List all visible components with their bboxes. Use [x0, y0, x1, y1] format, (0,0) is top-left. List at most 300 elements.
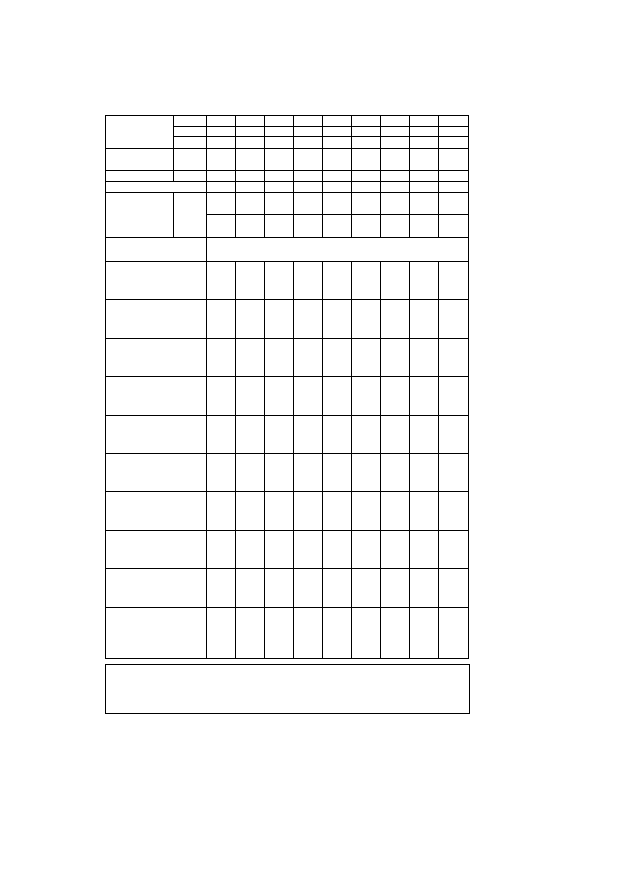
length-max [174, 274, 207, 287]
table-row [106, 238, 469, 250]
length-max [174, 402, 207, 415]
length-grid-cell [439, 453, 469, 491]
d1-max-value [439, 127, 469, 137]
d1-min-value [236, 137, 265, 149]
length-grid-cell [265, 262, 294, 300]
length-max [174, 581, 207, 594]
length-grid-cell [352, 492, 381, 530]
length-max [174, 377, 207, 390]
length-grid-cell [323, 262, 352, 300]
length-nominal [106, 402, 140, 415]
length-grid-cell [410, 453, 439, 491]
length-nominal [106, 633, 140, 646]
length-min [140, 351, 174, 364]
length-nominal [106, 492, 140, 505]
s-value [410, 182, 439, 193]
length-grid-cell [439, 607, 469, 658]
footnote-3 [112, 698, 463, 713]
s-value [236, 182, 265, 193]
length-grid-cell [352, 569, 381, 607]
length-min [140, 620, 174, 633]
length-nominal [106, 441, 140, 454]
length-grid-cell [294, 415, 323, 453]
length-grid-cell [236, 453, 265, 491]
d1-max-value [207, 127, 236, 137]
d1-min-value [207, 137, 236, 149]
length-min [140, 645, 174, 658]
length-grid-cell [265, 338, 294, 376]
a-value [294, 171, 323, 182]
length-grid-cell [294, 569, 323, 607]
a-value [410, 171, 439, 182]
table-row [106, 171, 469, 182]
length-grid-cell [410, 338, 439, 376]
length-grid-cell [439, 300, 469, 338]
length-grid-cell [265, 530, 294, 568]
length-grid-cell [352, 377, 381, 415]
length-grid-cell [439, 377, 469, 415]
length-grid-cell [410, 530, 439, 568]
length-max [174, 645, 207, 658]
d1-max-value [381, 127, 410, 137]
nominal-diameter [439, 116, 469, 127]
length-grid-cell [207, 338, 236, 376]
length-grid-cell [207, 569, 236, 607]
length-min [140, 530, 174, 543]
d1-min-value [265, 137, 294, 149]
length-max [174, 505, 207, 518]
length-max [174, 338, 207, 351]
length-grid-cell [410, 300, 439, 338]
shear-value-2 [439, 215, 469, 238]
length-max [174, 300, 207, 313]
table-row [106, 137, 469, 149]
length-grid-cell [236, 338, 265, 376]
length-grid-cell [381, 338, 410, 376]
d1-min-value [439, 137, 469, 149]
table-row [106, 338, 469, 351]
d2-max-value [207, 149, 236, 171]
length-max [174, 620, 207, 633]
length-nominal [106, 556, 140, 569]
length-max [174, 325, 207, 338]
length-grid-cell [323, 300, 352, 338]
length-grid-cell [410, 262, 439, 300]
length-nominal [106, 364, 140, 377]
length-grid-cell [323, 453, 352, 491]
length-grid-cell [352, 453, 381, 491]
length-grid-cell [410, 492, 439, 530]
section-heading [38, 751, 62, 763]
l-max-label [174, 250, 207, 262]
length-grid-cell [236, 262, 265, 300]
length-grid-cell [294, 530, 323, 568]
length-nominal [106, 594, 140, 607]
s-symbol [106, 182, 207, 193]
length-grid-cell [323, 415, 352, 453]
length-max [174, 556, 207, 569]
length-grid-cell [265, 415, 294, 453]
length-nominal [106, 274, 140, 287]
length-grid-cell [294, 262, 323, 300]
a-value [265, 171, 294, 182]
length-nominal [106, 620, 140, 633]
table-row [106, 193, 469, 215]
d2-max-value [410, 149, 439, 171]
length-nominal [106, 377, 140, 390]
d2-max-label [174, 149, 207, 171]
length-grid-cell [323, 569, 352, 607]
length-grid-cell [265, 569, 294, 607]
a-value [323, 171, 352, 182]
length-grid-cell [439, 569, 469, 607]
length-max [174, 633, 207, 646]
table-row [106, 569, 469, 582]
length-nominal [106, 543, 140, 556]
table-row [106, 116, 469, 127]
length-nominal [106, 287, 140, 300]
d2-max-value [352, 149, 381, 171]
table-footnotes [105, 664, 470, 714]
length-max [174, 351, 207, 364]
note-ref-1 [174, 193, 207, 215]
length-nominal [106, 415, 140, 428]
length-grid-cell [381, 569, 410, 607]
table-row [106, 300, 469, 313]
length-max [174, 479, 207, 492]
length-min [140, 492, 174, 505]
length-grid-cell [323, 338, 352, 376]
d2-max-value [381, 149, 410, 171]
length-grid-cell [323, 492, 352, 530]
length-grid-cell [265, 300, 294, 338]
d1-min-label [174, 137, 207, 149]
table-row [106, 530, 469, 543]
length-min [140, 325, 174, 338]
l-empty [106, 238, 140, 250]
shear-value-2 [323, 215, 352, 238]
length-grid-cell [352, 338, 381, 376]
s-value [381, 182, 410, 193]
length-grid-cell [410, 569, 439, 607]
d1-montage [140, 137, 174, 149]
note-ref-2 [174, 215, 207, 238]
s-value [207, 182, 236, 193]
length-grid-cell [294, 453, 323, 491]
length-max [174, 492, 207, 505]
length-nominal [106, 300, 140, 313]
length-grid-cell [439, 530, 469, 568]
a-value [236, 171, 265, 182]
table-row [106, 607, 469, 620]
length-grid-cell [323, 377, 352, 415]
nom-label [174, 116, 207, 127]
length-grid-cell [236, 569, 265, 607]
d2-max-value [294, 149, 323, 171]
length-grid-cell [410, 377, 439, 415]
a-value [439, 171, 469, 182]
length-nominal [106, 505, 140, 518]
shear-value-2 [294, 215, 323, 238]
shear-value-1 [381, 193, 410, 215]
length-min [140, 453, 174, 466]
shear-value-2 [265, 215, 294, 238]
length-max [174, 364, 207, 377]
s-value [439, 182, 469, 193]
length-grid-cell [265, 607, 294, 658]
shear-value-1 [352, 193, 381, 215]
d1-min-value [323, 137, 352, 149]
length-grid-cell [439, 492, 469, 530]
length-grid-cell [265, 492, 294, 530]
length-nominal [106, 530, 140, 543]
shear-value-1 [207, 193, 236, 215]
d1-max-value [294, 127, 323, 137]
length-min [140, 479, 174, 492]
length-grid-cell [236, 415, 265, 453]
length-min [140, 517, 174, 530]
length-max [174, 415, 207, 428]
d1-avant [140, 127, 174, 137]
length-grid-cell [207, 377, 236, 415]
d2-symbol [106, 149, 140, 171]
nominal-diameter [207, 116, 236, 127]
table-row [106, 127, 469, 137]
d1-min-value [381, 137, 410, 149]
length-grid-cell [265, 377, 294, 415]
length-max [174, 453, 207, 466]
a-value [207, 171, 236, 182]
length-max [174, 543, 207, 556]
table-row [106, 492, 469, 505]
d1-max-label [174, 127, 207, 137]
nominal-diameter [352, 116, 381, 127]
length-grid-cell [381, 492, 410, 530]
length-nominal [106, 453, 140, 466]
d2-label [140, 149, 174, 171]
length-max [174, 428, 207, 441]
length-min [140, 364, 174, 377]
d1-max-value [236, 127, 265, 137]
d1-symbol [106, 127, 140, 149]
length-max [174, 441, 207, 454]
length-nominal [106, 466, 140, 479]
length-min [140, 428, 174, 441]
length-min [140, 377, 174, 390]
shear-value-1 [410, 193, 439, 215]
d2-max-value [439, 149, 469, 171]
length-grid-cell [207, 415, 236, 453]
length-grid-cell [352, 300, 381, 338]
shear-value-2 [207, 215, 236, 238]
length-grid-cell [439, 262, 469, 300]
length-grid-cell [381, 262, 410, 300]
shear-value-2 [352, 215, 381, 238]
table-row [106, 415, 469, 428]
length-grid-cell [381, 453, 410, 491]
length-min [140, 313, 174, 326]
d1-max-value [352, 127, 381, 137]
length-min [140, 466, 174, 479]
s-value [352, 182, 381, 193]
length-grid-cell [323, 530, 352, 568]
nominal-diameter [381, 116, 410, 127]
length-grid-cell [236, 530, 265, 568]
length-min [140, 581, 174, 594]
d1-max-value [410, 127, 439, 137]
length-min [140, 415, 174, 428]
length-nominal [106, 428, 140, 441]
shear-value-1 [439, 193, 469, 215]
length-nominal [106, 351, 140, 364]
a-approx [174, 171, 207, 182]
table-row [106, 377, 469, 390]
nominal-diameter [236, 116, 265, 127]
length-grid-cell [207, 607, 236, 658]
length-max [174, 466, 207, 479]
length-nominal [106, 313, 140, 326]
a-value [381, 171, 410, 182]
table-row [106, 182, 469, 193]
length-grid-cell [207, 530, 236, 568]
length-grid-cell [236, 377, 265, 415]
length-grid-cell [207, 262, 236, 300]
length-grid-cell [381, 607, 410, 658]
length-grid-cell [294, 607, 323, 658]
footnote-2 [112, 683, 463, 698]
length-min [140, 556, 174, 569]
shear-value-2 [236, 215, 265, 238]
length-min [140, 274, 174, 287]
shear-value-1 [294, 193, 323, 215]
length-nominal [106, 325, 140, 338]
table-row [106, 149, 469, 171]
length-grid-cell [265, 453, 294, 491]
length-max [174, 607, 207, 620]
length-min [140, 262, 174, 275]
shear-value-1 [236, 193, 265, 215]
length-min [140, 569, 174, 582]
l-empty [174, 238, 207, 250]
shear-label [106, 193, 174, 238]
length-grid-cell [410, 415, 439, 453]
length-min [140, 594, 174, 607]
d2-max-value [236, 149, 265, 171]
shear-value-1 [323, 193, 352, 215]
length-grid-cell [381, 377, 410, 415]
length-nominal [106, 262, 140, 275]
length-nominal [106, 569, 140, 582]
a-value [352, 171, 381, 182]
length-grid-cell [294, 492, 323, 530]
length-min [140, 402, 174, 415]
length-min [140, 300, 174, 313]
length-min [140, 633, 174, 646]
length-grid-cell [294, 338, 323, 376]
length-max [174, 313, 207, 326]
length-min [140, 287, 174, 300]
length-grid-cell [236, 607, 265, 658]
length-grid-cell [294, 300, 323, 338]
length-nominal [106, 645, 140, 658]
length-grid-cell [352, 262, 381, 300]
length-grid-cell [439, 338, 469, 376]
length-grid-cell [381, 300, 410, 338]
table-cell [106, 116, 174, 127]
length-grid-cell [207, 300, 236, 338]
length-nominal [106, 581, 140, 594]
length-max [174, 287, 207, 300]
length-max [174, 389, 207, 402]
nominal-diameter [265, 116, 294, 127]
length-grid-cell [207, 453, 236, 491]
length-grid-cell [352, 607, 381, 658]
length-max [174, 517, 207, 530]
l-symbol [140, 238, 174, 250]
s-value [265, 182, 294, 193]
length-grid-cell [352, 415, 381, 453]
shear-value-2 [410, 215, 439, 238]
nominal-diameter [294, 116, 323, 127]
length-min [140, 441, 174, 454]
a-symbol [106, 171, 174, 182]
length-max [174, 594, 207, 607]
length-nominal [106, 338, 140, 351]
d1-min-value [410, 137, 439, 149]
length-max [174, 569, 207, 582]
length-grid-cell [236, 300, 265, 338]
nominal-diameter [410, 116, 439, 127]
length-min [140, 389, 174, 402]
length-grid-cell [323, 607, 352, 658]
length-max [174, 530, 207, 543]
length-max [174, 262, 207, 275]
shear-value-1 [265, 193, 294, 215]
length-min [140, 607, 174, 620]
nominal-diameter [323, 116, 352, 127]
footnote-1 [112, 668, 463, 683]
length-nominal [106, 389, 140, 402]
d1-max-value [323, 127, 352, 137]
table-row [106, 453, 469, 466]
length-grid-cell [439, 415, 469, 453]
length-grid-cell [381, 415, 410, 453]
l-min-label [140, 250, 174, 262]
length-grid-cell [294, 377, 323, 415]
d2-max-value [323, 149, 352, 171]
body-paragraph [38, 772, 598, 787]
d2-max-value [265, 149, 294, 171]
length-grid-header-empty [207, 238, 469, 262]
length-grid-cell [207, 492, 236, 530]
length-min [140, 338, 174, 351]
s-value [323, 182, 352, 193]
length-nominal [106, 607, 140, 620]
length-grid-cell [236, 492, 265, 530]
d1-min-value [352, 137, 381, 149]
dimensions-table [105, 115, 469, 659]
d1-max-value [265, 127, 294, 137]
length-min [140, 543, 174, 556]
length-nominal [106, 479, 140, 492]
l-nom-label [106, 250, 140, 262]
length-grid-cell [352, 530, 381, 568]
length-min [140, 505, 174, 518]
s-value [294, 182, 323, 193]
d1-min-value [294, 137, 323, 149]
shear-value-2 [381, 215, 410, 238]
length-grid-cell [381, 530, 410, 568]
